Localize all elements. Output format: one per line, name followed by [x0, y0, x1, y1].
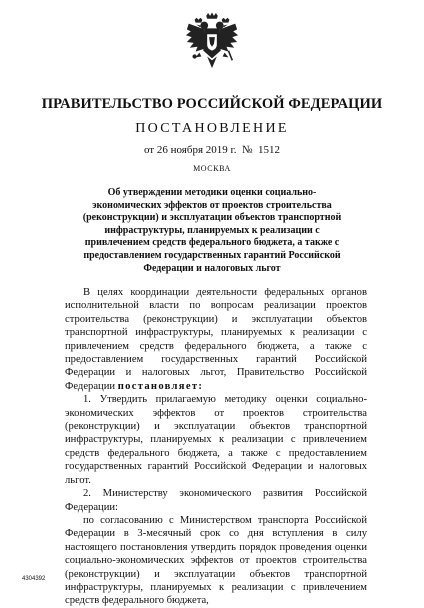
document-number: 1512	[258, 144, 281, 156]
issue-place: МОСКВА	[193, 164, 231, 173]
item-2-text: по согласованию с Министерством транспорта Российской Федерации в 3-месячный срок со дня вступления в силу настоящего постановления утвердить порядок проведения оценки социально-экономических эффектов от проектов строительства (реконструкции) и эксплуатации объектов транспортной инфраструктуры, планируемых к реализации с привлечением средств федерального бюджета,	[65, 514, 367, 607]
document-id: 4304392	[22, 576, 46, 582]
government-title: ПРАВИТЕЛЬСТВО РОССИЙСКОЙ ФЕДЕРАЦИИ	[41, 96, 383, 112]
document-body	[65, 286, 367, 608]
preamble-text: В целях координации деятельности федеральных органов исполнительной власти по вопросам реализации проектов строительства (реконструкции) и эксплуатации объектов транспортной инфраструктуры, планируемых к реализации с привлечением средств федерального бюджета, а также с предоставлением государственных гарантий Российской Федерации и налоговых льгот, Правительство Российской Федерации	[65, 287, 367, 392]
item-1-paragraph: 1. Утвердить прилагаемую методику оценки социально-экономических эффектов от проектов строительства (реконструкции) и эксплуатации объектов транспортной инфраструктуры, планируемых к реализации с привлечением средств федерального бюджета, а также с предоставлением государственных гарантий Российской Федерации и налоговых льгот.	[65, 394, 367, 486]
number-sign: №	[242, 144, 253, 156]
document-type: ПОСТАНОВЛЕНИЕ	[135, 121, 289, 136]
document-subject: Об утверждении методики оценки социально-экономических эффектов от проектов строительства (реконструкции) и эксплуатации объектов транспортной инфраструктуры, планируемых к реализации с привлечением средств федерального бюджета, а также с предоставлением государственных гарантий Российской Федерации и налоговых льгот	[82, 187, 342, 274]
decree-word: постановляет:	[117, 380, 204, 392]
date-number-line	[0, 144, 424, 156]
item-2-heading: 2. Министерству экономического развития Российской Федерации:	[65, 488, 367, 513]
coat-of-arms-icon	[183, 12, 241, 70]
document-date: от 26 ноября 2019 г.	[143, 144, 237, 156]
preamble-paragraph	[65, 286, 367, 393]
